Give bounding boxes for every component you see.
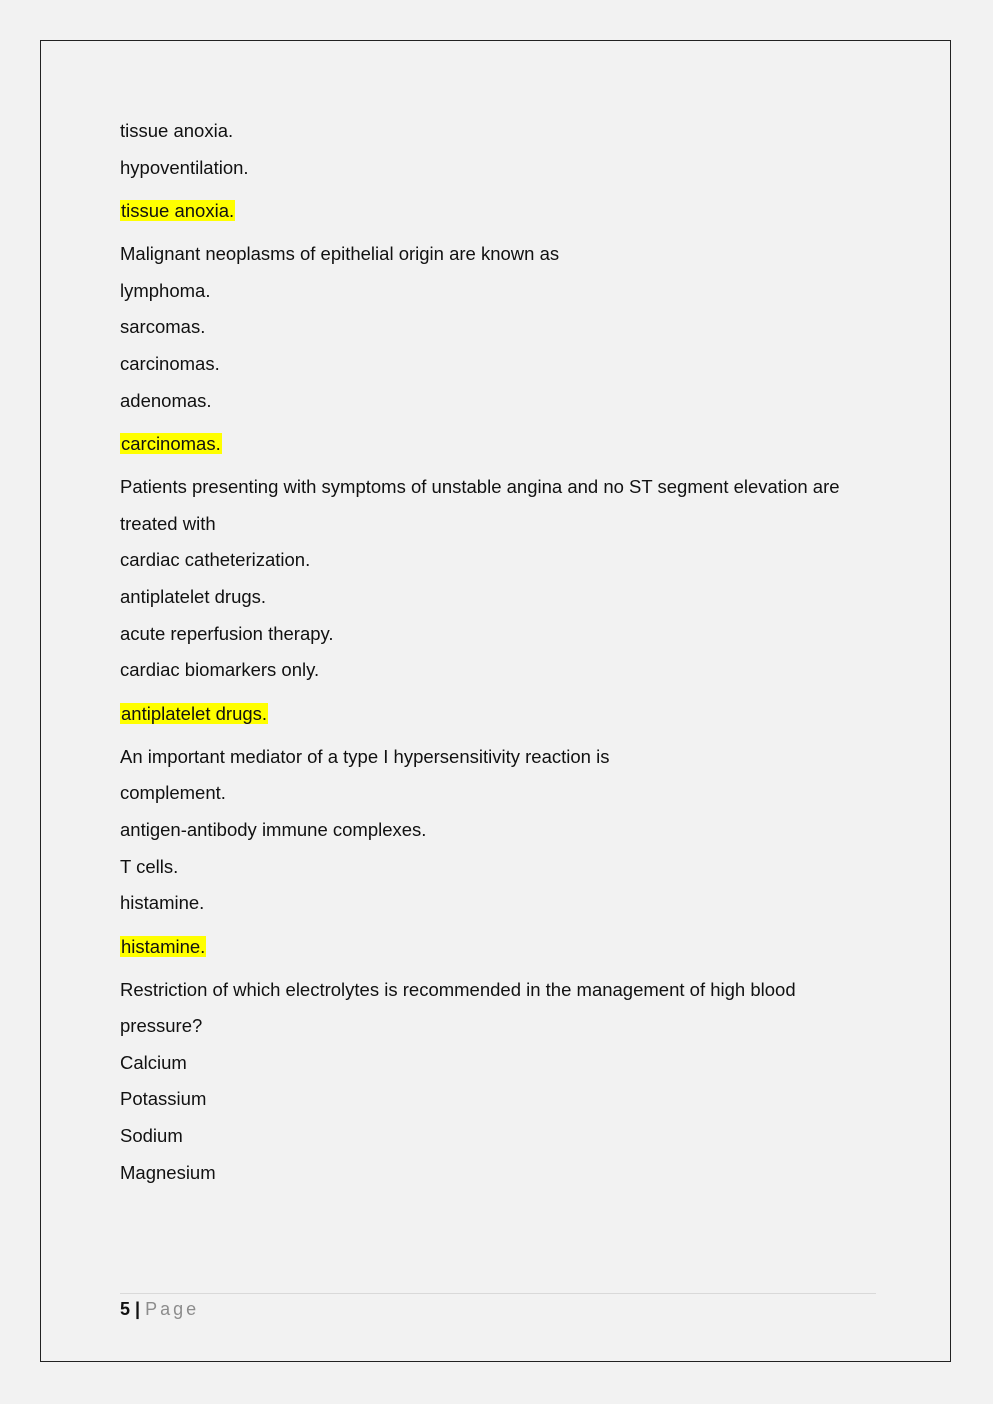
text-line: Potassium <box>120 1088 207 1110</box>
text-line: Magnesium <box>120 1161 216 1183</box>
text-line: Malignant neoplasms of epithelial origin are known as <box>120 243 560 265</box>
text-line: antiplatelet drugs. <box>120 585 267 607</box>
text-line: lymphoma. <box>120 279 211 301</box>
highlighted-answer <box>120 935 876 959</box>
page-number: 5 <box>120 1299 131 1319</box>
text-line: tissue anoxia. <box>120 120 234 141</box>
answer-text: carcinomas. <box>121 433 221 455</box>
text-line: Patients presenting with symptoms of unstable angina and no ST segment elevation are treated with <box>120 476 840 534</box>
text-line: cardiac biomarkers only. <box>120 659 320 681</box>
text-line: antigen-antibody immune complexes. <box>120 818 427 840</box>
text-line: acute reperfusion therapy. <box>120 622 334 644</box>
text-line: carcinomas. <box>120 352 220 374</box>
text-line: adenomas. <box>120 389 212 411</box>
highlighted-answer <box>120 432 876 456</box>
page-label: Page <box>145 1299 200 1319</box>
text-line: Sodium <box>120 1125 183 1147</box>
footer-separator: | <box>135 1299 141 1319</box>
text-line: Restriction of which electrolytes is recommended in the management of high blood pressure? <box>120 978 796 1037</box>
text-line: histamine. <box>120 892 205 914</box>
text-line: complement. <box>120 782 226 804</box>
text-line: sarcomas. <box>120 316 206 338</box>
text-line: cardiac catheterization. <box>120 549 311 571</box>
text-line: T cells. <box>120 855 179 877</box>
text-line: An important mediator of a type I hypersensitivity reaction is <box>120 745 610 767</box>
text-line: Calcium <box>120 1051 187 1073</box>
page-footer <box>120 1293 876 1320</box>
answer-text: tissue anoxia. <box>121 200 235 222</box>
answer-text: histamine. <box>121 935 206 957</box>
document-body <box>120 113 876 1191</box>
answer-text: antiplatelet drugs. <box>121 702 268 724</box>
highlighted-answer <box>120 702 876 726</box>
text-line: hypoventilation. <box>120 156 249 178</box>
highlighted-answer <box>120 199 876 223</box>
